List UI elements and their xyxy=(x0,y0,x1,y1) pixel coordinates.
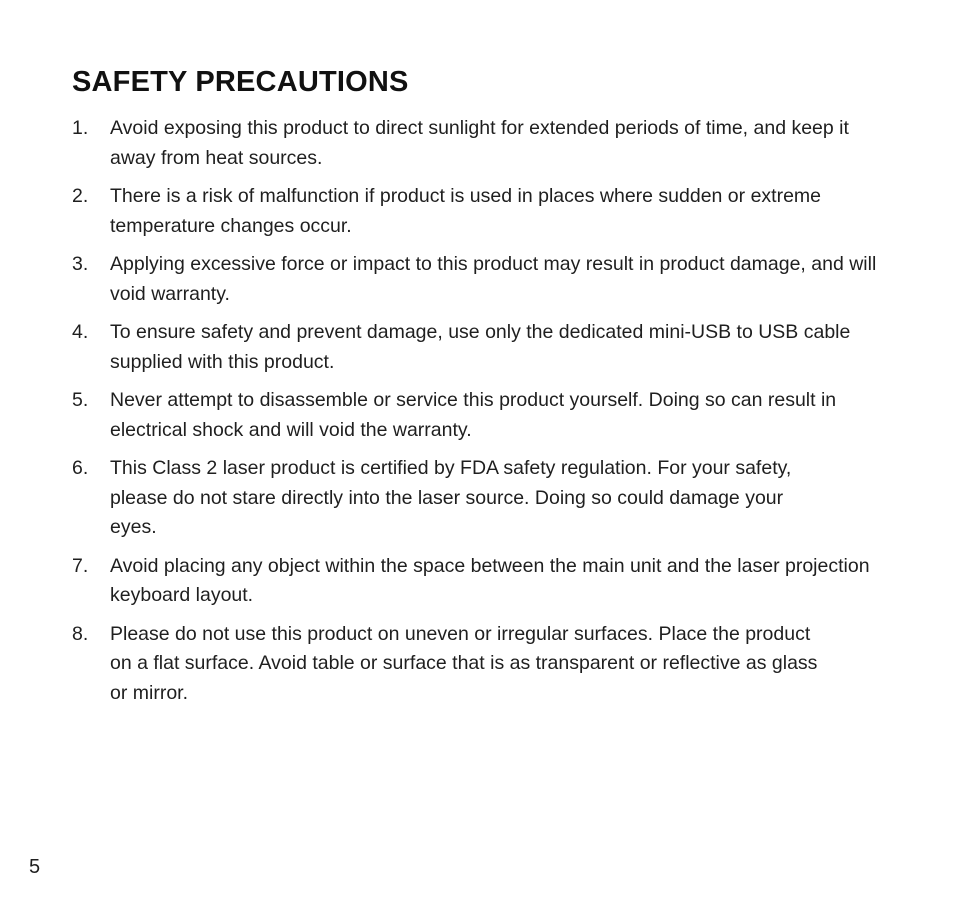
list-item xyxy=(72,620,892,709)
item-number: 1. xyxy=(72,117,89,139)
item-text: To ensure safety and prevent damage, use only the dedicated mini-USB to USB cable supplied with this product. xyxy=(110,321,851,373)
item-text: This Class 2 laser product is certified by FDA safety regulation. For your safety, please do not stare directly into the laser source. Doing so could damage your eyes. xyxy=(110,457,792,538)
page-title: SAFETY PRECAUTIONS xyxy=(72,66,409,98)
list-item xyxy=(72,386,892,445)
item-text: Avoid placing any object within the space between the main unit and the laser projection keyboard layout. xyxy=(110,554,870,606)
page-number: 5 xyxy=(29,856,41,878)
item-text: Avoid exposing this product to direct sunlight for extended periods of time, and keep it away from heat sources. xyxy=(110,117,849,169)
item-number: 3. xyxy=(72,253,89,275)
list-item xyxy=(72,114,892,173)
item-number: 6. xyxy=(72,457,89,479)
item-number: 7. xyxy=(72,554,89,577)
item-number: 4. xyxy=(72,321,89,343)
item-number: 2. xyxy=(72,185,89,207)
item-text: There is a risk of malfunction if product is used in places where sudden or extreme temperature changes occur. xyxy=(110,185,822,237)
list-item xyxy=(72,454,892,543)
list-item xyxy=(72,250,892,309)
item-text: Please do not use this product on uneven or irregular surfaces. Place the product on a flat surface. Avoid table or surface that is as transparent or reflective as glass or mirror. xyxy=(110,622,818,704)
list-item xyxy=(72,182,892,241)
list-item xyxy=(72,552,892,611)
item-number: 5. xyxy=(72,389,89,411)
item-text: Applying excessive force or impact to this product may result in product damage, and will void warranty. xyxy=(110,253,877,305)
item-text: Never attempt to disassemble or service this product yourself. Doing so can result in electrical shock and will void the warranty. xyxy=(110,389,837,441)
list-item xyxy=(72,318,892,377)
item-number: 8. xyxy=(72,622,89,645)
safety-precautions-list xyxy=(72,114,892,717)
